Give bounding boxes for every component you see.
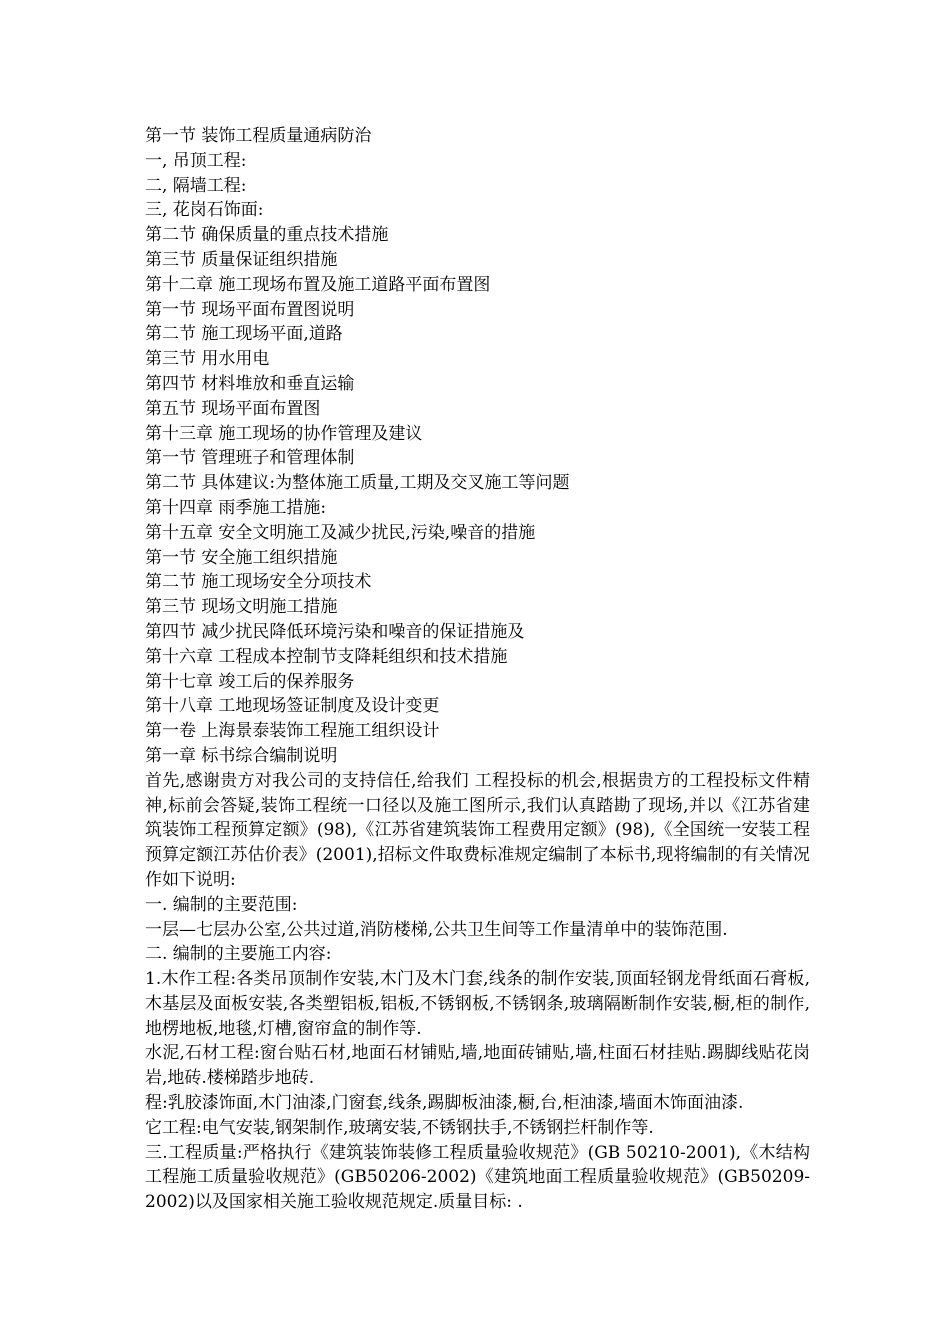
toc-line: 第十三章 施工现场的协作管理及建议 <box>145 423 423 444</box>
toc-line: 第一节 现场平面布置图说明 <box>145 299 355 320</box>
toc-line: 第十八章 工地现场签证制度及设计变更 <box>145 696 440 717</box>
toc-section <box>145 124 810 769</box>
toc-line: 第四节 减少扰民降低环境污染和噪音的保证措施及 <box>145 621 525 642</box>
toc-line: 二, 隔墙工程: <box>145 175 247 196</box>
toc-line: 第二节 施工现场安全分项技术 <box>145 572 372 593</box>
toc-line: 第十五章 安全文明施工及减少扰民,污染,噪音的措施 <box>145 522 536 543</box>
toc-line: 第四节 材料堆放和垂直运输 <box>145 373 355 394</box>
section-heading: 二. 编制的主要施工内容: <box>145 944 332 965</box>
document-page <box>145 124 810 1215</box>
toc-line: 第一节 安全施工组织措施 <box>145 547 338 568</box>
section-heading: 一. 编制的主要范围: <box>145 894 298 915</box>
toc-line: 第十七章 竣工后的保养服务 <box>145 671 355 692</box>
toc-line: 第十六章 工程成本控制节支降耗组织和技术措施 <box>145 646 508 667</box>
woodwork-paragraph: 1.木作工程:各类吊顶制作安装,木门及木门套,线条的制作安装,顶面轻钢龙骨纸面石膏板,木基层及面板安装,各类塑铝板,铝板,不锈钢板,不锈钢条,玻璃隔断制作安装,橱,柜的制作,地楞地板,地毯,灯槽,窗帘盒的制作等. <box>145 969 810 1039</box>
toc-line: 第三节 现场文明施工措施 <box>145 597 338 618</box>
toc-line: 第一节 装饰工程质量通病防治 <box>145 126 372 146</box>
painting-paragraph: 程:乳胶漆饰面,木门油漆,门窗套,线条,踢脚板油漆,橱,台,柜油漆,墙面木饰面油漆. <box>145 1093 744 1114</box>
toc-line: 第一卷 上海景泰装饰工程施工组织设计 <box>145 721 440 742</box>
other-works-paragraph: 它工程:电气安装,钢架制作,玻璃安装,不锈钢扶手,不锈钢拦杆制作等. <box>145 1117 654 1138</box>
scope-paragraph: 一层—七层办公室,公共过道,消防楼梯,公共卫生间等工作量清单中的装饰范围. <box>145 919 728 940</box>
toc-line: 第二节 施工现场平面,道路 <box>145 324 343 345</box>
toc-line: 第十四章 雨季施工措施: <box>145 497 327 518</box>
stonework-paragraph: 水泥,石材工程:窗台贴石材,地面石材铺贴,墙,地面砖铺贴,墙,柱面石材挂贴.踢脚线贴花岗岩,地砖.楼梯踏步地砖. <box>145 1043 810 1089</box>
toc-line: 第三节 用水用电 <box>145 349 270 370</box>
quality-paragraph: 三.工程质量:严格执行《建筑装饰装修工程质量验收规范》(GB 50210-2001),《木结构工程施工质量验收规范》(GB50206-2002)《建筑地面工程质量验收规范》(GB50209-2002)以及国家相关施工验收规范规定.质量目标: . <box>145 1142 810 1213</box>
toc-line: 第五节 现场平面布置图 <box>145 398 321 419</box>
toc-line: 第一节 管理班子和管理体制 <box>145 448 355 469</box>
toc-line: 第二节 具体建议:为整体施工质量,工期及交叉施工等问题 <box>145 473 570 494</box>
toc-line: 一, 吊顶工程: <box>145 150 247 171</box>
intro-paragraph: 首先,感谢贵方对我公司的支持信任,给我们 工程投标的机会,根据贵方的工程投标文件精神,标前会答疑,装饰工程统一口径以及施工图所示,我们认真踏勘了现场,并以《江苏省建筑装饰工程预算定额》(98),《江苏省建筑装饰工程费用定额》(98),《全国统一安装工程预算定额江苏估价表》(2001),招标文件取费标准规定编制了本标书,现将编制的有关情况作如下说明: <box>145 770 810 890</box>
toc-line: 第三节 质量保证组织措施 <box>145 249 338 270</box>
toc-line: 三, 花岗石饰面: <box>145 200 264 221</box>
toc-line: 第一章 标书综合编制说明 <box>145 745 338 766</box>
toc-line: 第十二章 施工现场布置及施工道路平面布置图 <box>145 274 491 295</box>
body-section <box>145 769 810 1215</box>
toc-line: 第二节 确保质量的重点技术措施 <box>145 225 389 246</box>
